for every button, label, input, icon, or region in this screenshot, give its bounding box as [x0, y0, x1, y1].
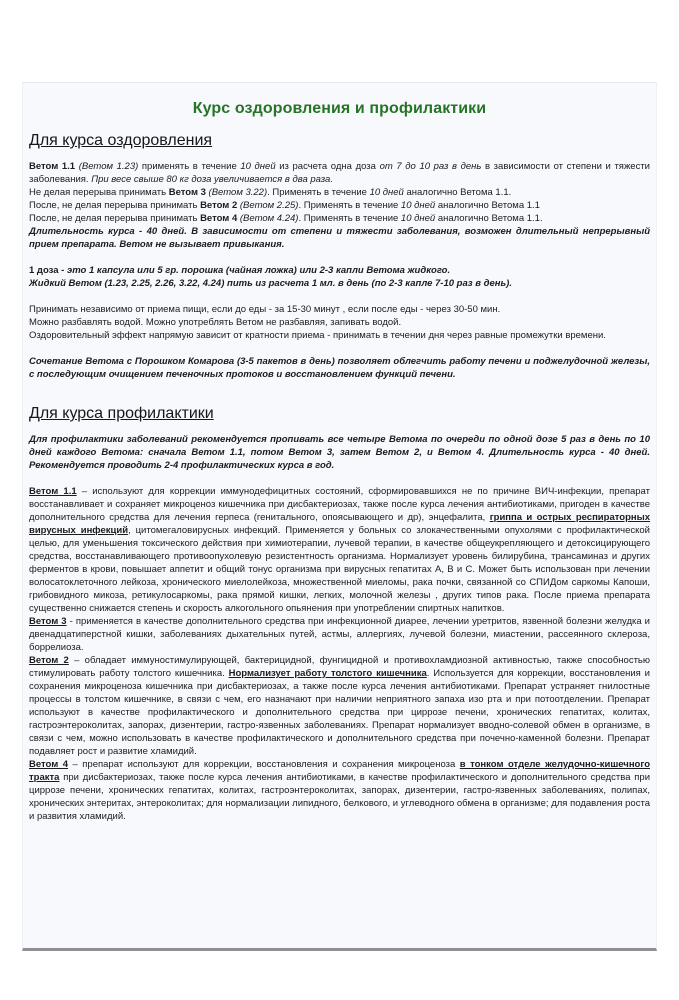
text-run: гриппа и острых респираторных вирусных инфекций	[29, 512, 651, 536]
text-run: применять в течение	[138, 161, 241, 172]
paragraph	[29, 654, 650, 758]
text-run: , цитомегаловирусных инфекций. Применяется у больных со злокачественными опухолями с профилактической целью, для уменьшения токсического действия при химиотерапии, лучевой терапии, в качестве общеукрепляющего и детоксицирующего средства, восстанавливающего противоопухолевую резистентность организма. Нормализует уровень билирубина, трансаминаз и других ферментов в крови, повышает аппетит и общий тонус организма при вирусных гепатитах А, В и С. Может быть использован при лечении волосатоклеточного лейкоза, хронического миелолейкоза, множественной миеломы, рака почки, связанной со СПИДом саркомы Капоши, грибовидного микоза, ретикулосаркомы, рака прямой кишки, легких, молочной железы , других типов рака. После приема препарата существенно снижается степень и скорость алкогольного опьянения при употреблении спиртных напитков.	[29, 525, 650, 614]
text-run: 10 дней	[400, 200, 436, 211]
text-run: Не делая перерыва принимать	[29, 187, 169, 198]
text-run: от 7 до 10 раз в день	[379, 161, 482, 172]
text-run: Ветом 2	[29, 655, 69, 666]
document-page	[22, 82, 657, 951]
paragraph	[29, 277, 650, 290]
document-title: Курс оздоровления и профилактики	[192, 100, 487, 117]
text-run: 1 доза	[29, 265, 59, 276]
paragraph	[29, 303, 650, 316]
text-run: 10 дней	[400, 213, 436, 224]
text-run: . Применять в течение	[298, 213, 401, 224]
text-run: Ветом 1.1	[29, 486, 77, 497]
text-run: (Ветом 2.25)	[239, 200, 299, 211]
paragraph	[29, 758, 650, 823]
text-run: Длительность курса - 40 дней. В зависимости от степени и тяжести заболевания, возможен длительный непрерывный прием препарата. Ветом не вызывает привыкания.	[29, 226, 650, 250]
paragraph	[29, 199, 650, 212]
paragraph	[29, 329, 650, 342]
paragraph	[29, 186, 650, 199]
paragraph	[29, 355, 650, 381]
text-run: (Ветом 3.22)	[208, 187, 268, 198]
text-run: . Используется для коррекции, восстановления и сохранения микроценоза кишечника при дисбактериозах, а также после курса лечения антибиотиками. Препарат устраняет гнилостные процессы в толстом кишечнике, в связи с чем, его назначают при наличии неприятного запаха изо рта и при потоотделении. Препарат используют в качестве профилактического и дополнительного средства при циррозе печени, хронических гепатитах, колитах, гастроэнтероколитах, запорах, дизентерии, гастро-язвенных заболеваниях. Препарат нормализует вводно-солевой обмен в организме, в связи с чем, можно использовать в качестве профилактического и дополнительного средства при почечно-каменной болезни. Препарат подавляет рост и развитие хламидий.	[29, 668, 650, 757]
text-run: Ветом 4	[200, 213, 240, 224]
text-run: 10 дней	[369, 187, 404, 198]
text-run: - применяется в качестве дополнительного средства при инфекционной диарее, лечении уретритов, язвенной болезни желудка и двенадцатиперстной кишки, заболеваниях дыхательных путей, астмы, аллергиях, лучевой болезни, миастении, рассеянного склероза, боррелиоза.	[29, 616, 650, 653]
text-run: Для профилактики заболеваний рекомендуется пропивать все четыре Ветома по очереди по одной дозе 5 раз в день по 10 дней каждого Ветома: сначала Ветом 1.1, потом Ветом 3, затем Ветом 2, и Ветом 4. Длительность курса - 40 дней. Рекомендуется проводить 2-4 профилактических курса в год.	[29, 434, 650, 471]
text-run: . Применять в течение	[267, 187, 370, 198]
text-run: - это 1 капсула или 5 гр. порошка (чайная ложка) или 2-3 капли Ветома жидкого.	[58, 265, 451, 276]
text-run: Оздоровительный эффект напрямую зависит от кратности приема - принимать в течении дня через равные промежутки времени.	[29, 330, 606, 341]
section-heading: Для курса профилактики	[29, 405, 214, 422]
text-run: Ветом 2	[200, 200, 240, 211]
paragraph	[29, 485, 650, 615]
text-run: Жидкий Ветом (1.23, 2.25, 2.26, 3.22, 4.24) пить из расчета 1 мл. в день (по 2-3 капле 7-10 раз в день).	[29, 278, 512, 289]
text-run: Нормализует работу толстого кишечника	[228, 668, 427, 679]
text-run: аналогично Ветома 1.1.	[435, 213, 543, 224]
text-run: При весе свыше 80 кг доза увеличивается в два раза.	[91, 174, 333, 185]
paragraph	[29, 615, 650, 654]
text-run: Ветом 3	[29, 616, 67, 627]
paragraph	[29, 160, 650, 186]
text-run: – препарат используют для коррекции, восстановления и сохранения микроценоза	[68, 759, 460, 770]
text-run: 10 дней	[240, 161, 276, 172]
text-run: После, не делая перерыва принимать	[29, 213, 201, 224]
document-body	[29, 132, 650, 823]
text-run: Принимать независимо от приема пищи, если до еды - за 15-30 минут , если после еды - через 30-50 мин.	[29, 304, 501, 315]
text-run: из расчета одна доза	[275, 161, 380, 172]
text-run: аналогично Ветома 1.1	[435, 200, 540, 211]
text-run: в зависимости от степени и тяжести заболевания.	[29, 161, 650, 185]
text-run: После, не делая перерыва принимать	[29, 200, 201, 211]
text-run: – используют для коррекции иммунодефицитных состояний, сформировавшихся не по причине ВИЧ-инфекции, препарат восстанавливает и сохраняет микроценоз кишечника при дисбактериозах, также после курса лечения антибиотиками, пригоден в качестве дополнительного средства для лечения герпеса (генитального, опоясывающего и др), энцефалита,	[29, 486, 650, 523]
text-run: аналогично Ветома 1.1.	[403, 187, 512, 198]
text-run: Ветом 3	[168, 187, 209, 198]
text-run: (Ветом 1.23)	[78, 161, 139, 172]
paragraph	[29, 225, 650, 251]
paragraph	[29, 433, 650, 472]
paragraph	[29, 212, 650, 225]
section-heading: Для курса оздоровления	[29, 132, 213, 149]
text-run: Ветом 4	[29, 759, 69, 770]
text-run: Сочетание Ветома с Порошком Комарова (3-5 пакетов в день) позволяет облегчить работу печени и поджелудочной железы, с последующим очищением печеночных протоков и восстановлением функций печени.	[29, 356, 650, 380]
paragraph	[29, 316, 650, 329]
text-run: при дисбактериозах, также после курса лечения антибиотиками, в качестве профилактического и дополнительного средства при циррозе печени, хронических гепатитах, колитах, гастроэнтероколитах, запорах, дизентерии, гастро-язвенных заболеваниях, полипах, хронических энтеритах, энтероколитах; для нормализации липидного, белкового, и углеводного обмена в организме; для подавления роста и развития хламидий.	[29, 772, 650, 822]
paragraph	[29, 264, 650, 277]
text-run: в тонком отделе желудочно-кишечного тракта	[29, 759, 650, 783]
text-run: – обладает иммуностимулирующей, бактерицидной, фунгицидной и противохламдиозной активностью, также способностью стимулировать работу толстого кишечника.	[29, 655, 650, 679]
text-run: . Применять в течение	[298, 200, 401, 211]
text-run: Ветом 1.1	[29, 161, 79, 172]
text-run: (Ветом 4.24)	[239, 213, 299, 224]
text-run: Можно разбавлять водой. Можно употреблять Ветом не разбавляя, запивать водой.	[29, 317, 402, 328]
